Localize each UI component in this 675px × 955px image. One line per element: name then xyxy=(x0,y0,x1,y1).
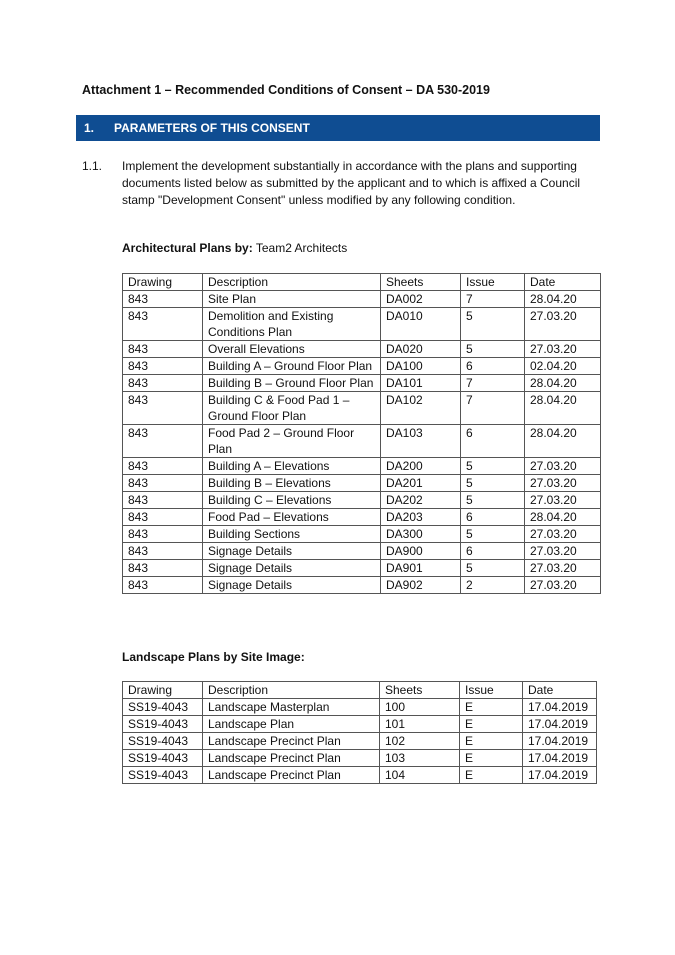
column-header-date: Date xyxy=(523,682,597,699)
cell-date: 28.04.20 xyxy=(525,375,601,392)
cell-sheets: DA020 xyxy=(381,341,461,358)
cell-date: 27.03.20 xyxy=(525,475,601,492)
cell-date: 28.04.20 xyxy=(525,392,601,425)
cell-issue: 5 xyxy=(461,458,525,475)
cell-date: 27.03.20 xyxy=(525,458,601,475)
table-row xyxy=(123,458,601,475)
cell-sheets: DA202 xyxy=(381,492,461,509)
table-row xyxy=(123,509,601,526)
cell-issue: 5 xyxy=(461,341,525,358)
cell-drawing: 843 xyxy=(123,425,203,458)
cell-drawing: SS19-4043 xyxy=(123,699,203,716)
cell-sheets: DA002 xyxy=(381,291,461,308)
table-row xyxy=(123,425,601,458)
column-header-issue: Issue xyxy=(461,274,525,291)
cell-drawing: 843 xyxy=(123,358,203,375)
column-header-sheets: Sheets xyxy=(381,274,461,291)
cell-description: Building B – Elevations xyxy=(203,475,381,492)
cell-description: Signage Details xyxy=(203,560,381,577)
table-row xyxy=(123,577,601,594)
cell-description: Building Sections xyxy=(203,526,381,543)
cell-issue: E xyxy=(460,750,523,767)
cell-description: Landscape Precinct Plan xyxy=(203,750,380,767)
landscape-plans-table xyxy=(122,681,597,784)
table-row xyxy=(123,526,601,543)
cell-date: 27.03.20 xyxy=(525,492,601,509)
cell-description: Signage Details xyxy=(203,577,381,594)
cell-sheets: DA203 xyxy=(381,509,461,526)
cell-issue: 6 xyxy=(461,425,525,458)
cell-issue: 5 xyxy=(461,475,525,492)
cell-drawing: 843 xyxy=(123,291,203,308)
cell-description: Signage Details xyxy=(203,543,381,560)
cell-drawing: 843 xyxy=(123,392,203,425)
cell-issue: 2 xyxy=(461,577,525,594)
cell-sheets: DA901 xyxy=(381,560,461,577)
cell-sheets: DA100 xyxy=(381,358,461,375)
table-header-row xyxy=(123,682,597,699)
cell-date: 02.04.20 xyxy=(525,358,601,375)
cell-drawing: 843 xyxy=(123,475,203,492)
table-row xyxy=(123,358,601,375)
cell-sheets: DA101 xyxy=(381,375,461,392)
table-row xyxy=(123,341,601,358)
cell-issue: 7 xyxy=(461,291,525,308)
cell-issue: E xyxy=(460,716,523,733)
cell-date: 27.03.20 xyxy=(525,543,601,560)
cell-sheets: DA902 xyxy=(381,577,461,594)
cell-description: Demolition and Existing Conditions Plan xyxy=(203,308,381,341)
table-row xyxy=(123,699,597,716)
table-row xyxy=(123,716,597,733)
cell-sheets: 103 xyxy=(380,750,460,767)
cell-sheets: DA201 xyxy=(381,475,461,492)
cell-sheets: DA900 xyxy=(381,543,461,560)
clause-text: Implement the development substantially in accordance with the plans and supporting documents listed below as submitted by the applicant and to which is affixed a Council stamp "Development Consent" unless modified by any following condition. xyxy=(122,159,581,207)
cell-issue: E xyxy=(460,699,523,716)
cell-description: Building B – Ground Floor Plan xyxy=(203,375,381,392)
cell-description: Landscape Masterplan xyxy=(203,699,380,716)
cell-date: 17.04.2019 xyxy=(523,716,597,733)
cell-issue: 5 xyxy=(461,492,525,509)
cell-description: Building A – Ground Floor Plan xyxy=(203,358,381,375)
cell-date: 27.03.20 xyxy=(525,577,601,594)
cell-sheets: DA300 xyxy=(381,526,461,543)
column-header-drawing: Drawing xyxy=(123,682,203,699)
cell-issue: 5 xyxy=(461,560,525,577)
document-title: Attachment 1 – Recommended Conditions of Consent – DA 530-2019 xyxy=(82,83,490,97)
cell-drawing: 843 xyxy=(123,526,203,543)
cell-description: Landscape Precinct Plan xyxy=(203,767,380,784)
architectural-plans-label: Architectural Plans by: xyxy=(122,241,253,255)
cell-date: 27.03.20 xyxy=(525,560,601,577)
cell-drawing: SS19-4043 xyxy=(123,767,203,784)
cell-drawing: SS19-4043 xyxy=(123,733,203,750)
table-row xyxy=(123,767,597,784)
cell-description: Building C – Elevations xyxy=(203,492,381,509)
cell-issue: 7 xyxy=(461,392,525,425)
cell-date: 17.04.2019 xyxy=(523,733,597,750)
cell-date: 28.04.20 xyxy=(525,425,601,458)
table-row xyxy=(123,543,601,560)
landscape-plans-heading xyxy=(122,650,305,664)
architectural-plans-heading xyxy=(122,241,347,255)
cell-drawing: 843 xyxy=(123,492,203,509)
cell-sheets: 104 xyxy=(380,767,460,784)
cell-issue: 6 xyxy=(461,543,525,560)
column-header-date: Date xyxy=(525,274,601,291)
cell-issue: 6 xyxy=(461,509,525,526)
cell-drawing: 843 xyxy=(123,341,203,358)
cell-description: Landscape Plan xyxy=(203,716,380,733)
architectural-plans-table xyxy=(122,273,601,594)
cell-drawing: SS19-4043 xyxy=(123,750,203,767)
cell-date: 17.04.2019 xyxy=(523,750,597,767)
cell-drawing: 843 xyxy=(123,308,203,341)
cell-description: Landscape Precinct Plan xyxy=(203,733,380,750)
cell-description: Overall Elevations xyxy=(203,341,381,358)
table-row xyxy=(123,733,597,750)
column-header-issue: Issue xyxy=(460,682,523,699)
cell-sheets: DA102 xyxy=(381,392,461,425)
cell-issue: 5 xyxy=(461,526,525,543)
cell-date: 28.04.20 xyxy=(525,291,601,308)
cell-issue: 7 xyxy=(461,375,525,392)
cell-description: Site Plan xyxy=(203,291,381,308)
cell-issue: 5 xyxy=(461,308,525,341)
cell-date: 17.04.2019 xyxy=(523,699,597,716)
table-row xyxy=(123,291,601,308)
section-number: 1. xyxy=(84,121,95,135)
cell-date: 27.03.20 xyxy=(525,308,601,341)
cell-drawing: 843 xyxy=(123,543,203,560)
cell-drawing: 843 xyxy=(123,375,203,392)
cell-drawing: 843 xyxy=(123,458,203,475)
cell-drawing: 843 xyxy=(123,577,203,594)
table-row xyxy=(123,750,597,767)
cell-sheets: DA200 xyxy=(381,458,461,475)
table-row xyxy=(123,492,601,509)
cell-sheets: DA010 xyxy=(381,308,461,341)
column-header-description: Description xyxy=(203,274,381,291)
cell-date: 27.03.20 xyxy=(525,526,601,543)
column-header-sheets: Sheets xyxy=(380,682,460,699)
table-row xyxy=(123,560,601,577)
clause-number: 1.1. xyxy=(82,159,103,173)
table-row xyxy=(123,375,601,392)
cell-description: Building A – Elevations xyxy=(203,458,381,475)
architectural-plans-author: Team2 Architects xyxy=(255,241,348,255)
cell-issue: E xyxy=(460,767,523,784)
section-header xyxy=(76,115,600,141)
column-header-drawing: Drawing xyxy=(123,274,203,291)
cell-drawing: 843 xyxy=(123,509,203,526)
table-row xyxy=(123,392,601,425)
table-header-row xyxy=(123,274,601,291)
cell-sheets: 101 xyxy=(380,716,460,733)
cell-date: 28.04.20 xyxy=(525,509,601,526)
cell-drawing: SS19-4043 xyxy=(123,716,203,733)
table-row xyxy=(123,475,601,492)
column-header-description: Description xyxy=(203,682,380,699)
cell-sheets: 102 xyxy=(380,733,460,750)
cell-date: 27.03.20 xyxy=(525,341,601,358)
section-title: PARAMETERS OF THIS CONSENT xyxy=(114,121,310,135)
cell-description: Food Pad 2 – Ground Floor Plan xyxy=(203,425,381,458)
cell-description: Building C & Food Pad 1 – Ground Floor Plan xyxy=(203,392,381,425)
cell-sheets: DA103 xyxy=(381,425,461,458)
cell-date: 17.04.2019 xyxy=(523,767,597,784)
table-row xyxy=(123,308,601,341)
cell-description: Food Pad – Elevations xyxy=(203,509,381,526)
landscape-plans-label: Landscape Plans by Site Image: xyxy=(122,650,305,664)
cell-drawing: 843 xyxy=(123,560,203,577)
cell-issue: 6 xyxy=(461,358,525,375)
cell-issue: E xyxy=(460,733,523,750)
cell-sheets: 100 xyxy=(380,699,460,716)
